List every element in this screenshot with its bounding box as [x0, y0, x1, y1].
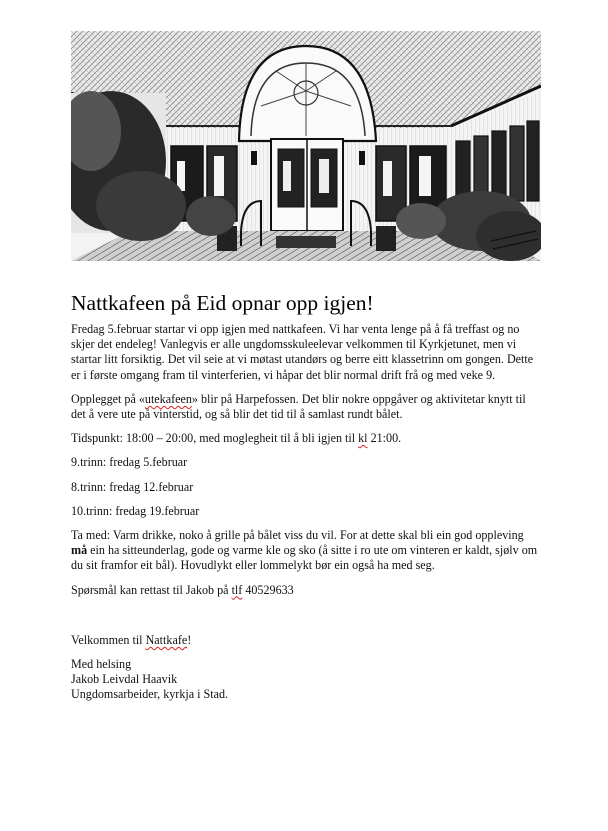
questions-text-after: 40529633 — [242, 582, 294, 597]
bring-bold-word: må — [71, 543, 88, 558]
welcome-text-after: ! — [187, 632, 192, 647]
time-paragraph — [71, 431, 541, 446]
plan-text-before: Opplegget på « — [71, 391, 145, 406]
spellcheck-word-utekafeen: utekafeen — [144, 391, 192, 406]
date-line-9: 9.trinn: fredag 5.februar — [71, 455, 188, 470]
signature-role: Ungdomsarbeider, kyrkja i Stad. — [71, 687, 229, 702]
time-text-before: Tidspunkt: 18:00 – 20:00, med moglegheit til å bli igjen til — [71, 431, 359, 446]
intro-paragraph: Fredag 5.februar startar vi opp igjen med nattkafeen. Vi har venta lenge på å få treffast og no skjer det endeleg! Vanlegvis er alle ungdomsskuleelevar velkommen til Kyrkjetunet, men vi startar litt forsiktig. Det vil seie at vi møtast utandørs og berre eitt klassetrinn om gongen. Dette er i første omgang fram til vinterferien, vi håpar det blir normal drift frå og med veke 9. — [71, 322, 534, 382]
plan-text-after: » blir på Harpefossen. Det blir nokre oppgåver og aktivitetar knytt til det å vere ute på vinterstid, og så blir det tid til å samlast rundt bålet. — [71, 391, 526, 422]
date-line-8: 8.trinn: fredag 12.februar — [71, 479, 194, 494]
bring-text-before: Ta med: Varm drikke, noko å grille på bålet viss du vil. For at dette skal bli ein god oppleving — [71, 528, 524, 543]
bring-text-after: ein ha sitteunderlag, gode og varme kle og sko (å sitte i ro ute om vinteren er kaldt, sjølv om du sit framfor eit bål). Hovudlykt eller lommelykt bør ein også ha med seg. — [71, 543, 538, 573]
welcome-text-before: Velkommen til — [71, 632, 146, 647]
welcome-paragraph — [71, 633, 541, 648]
time-text-after: 21:00. — [367, 431, 402, 446]
signature-name: Jakob Leivdal Haavik — [71, 672, 178, 687]
questions-text-before: Spørsmål kan rettast til Jakob på — [71, 582, 232, 597]
building-entrance-photo — [71, 31, 541, 261]
spellcheck-word-nattkafe: Nattkafe — [145, 632, 188, 647]
spacer — [71, 607, 541, 633]
page-title: Nattkafeen på Eid opnar opp igjen! — [71, 291, 374, 315]
spellcheck-word-tlf: tlf — [231, 582, 243, 597]
plan-paragraph — [71, 392, 541, 422]
date-line-10: 10.trinn: fredag 19.februar — [71, 503, 200, 518]
signature-block — [71, 657, 541, 703]
spellcheck-word-kl: kl — [358, 431, 368, 446]
questions-paragraph — [71, 583, 541, 598]
bring-paragraph — [71, 528, 541, 574]
document-body — [71, 290, 541, 703]
signature-greeting: Med helsing — [71, 657, 132, 672]
